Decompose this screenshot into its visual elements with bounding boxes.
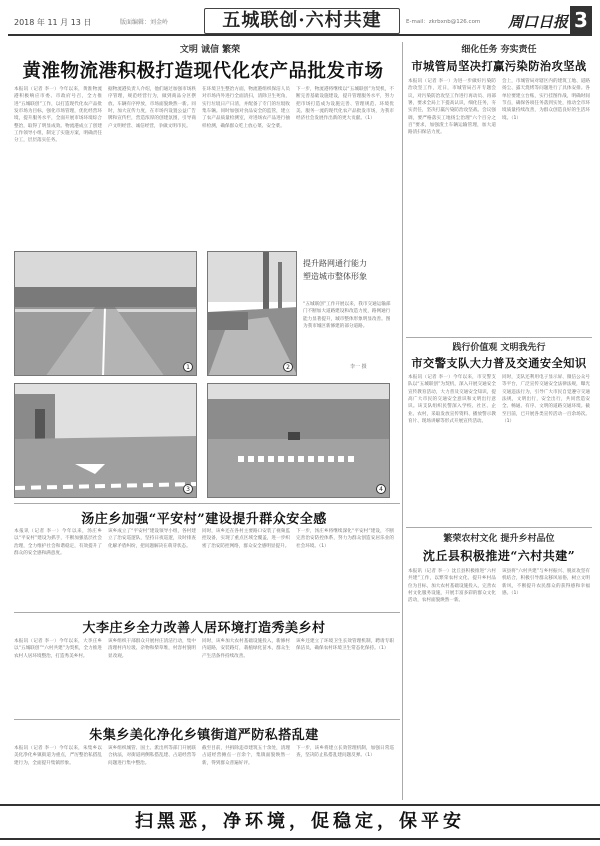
- photo-credit: 李一 摄: [350, 364, 367, 370]
- section-banner: 五城联创·六村共建: [204, 8, 400, 34]
- main-column-3: 在环境卫生整治方面，物流港组织保洁人员对市场内外进行全面清扫，清除卫生死角，实行垃圾日产日清，并配备了专门的垃圾收集车辆。同时加强对食品安全的监管，建立了农产品质量检测室，对进场农产品进行抽样检测，确保群众吃上放心菜、安全菜。: [202, 87, 290, 129]
- road-photo-4: [207, 383, 390, 498]
- right3-headline: 沈丘县积极推进“六村共建”: [422, 549, 576, 563]
- main-column-2: 据物流港负责人介绍，他们通过加强市场秩序管理，规范经营行为，做到商品分区摆放、车辆有序停放，市场面貌焕然一新。同时，加大宣传力度，在市场内设置公益广告牌和宣传栏，营造浓厚的创建氛围，引导商户文明经营、诚信经营，争做文明市民。: [108, 87, 196, 129]
- footer-slogan: 扫黑恶，净环境，促稳定，保平安: [0, 804, 600, 840]
- road-photo-3-image: [15, 384, 197, 498]
- photo-number-3: 3: [183, 484, 193, 494]
- article3-column-4: 该乡还建立了环境卫生长效管理机制，聘请专职保洁员，确保农村环境卫生常态化保持。（1）: [296, 639, 394, 652]
- road-photo-3: [14, 383, 197, 498]
- right2-headline: 市交警支队大力普及交通安全知识: [411, 356, 587, 370]
- photo-title-line-2: 塑造城市整体形象: [303, 272, 367, 281]
- article4-column-1: 本报讯（记者 李一）今年以来，朱集乡以美化净化乡镇街道为重点，严厉整治私搭乱建行为，全面提升集镇形象。: [14, 746, 102, 766]
- masthead: [8, 6, 592, 36]
- road-photo-1: [14, 251, 197, 376]
- photo-number-1: 1: [183, 362, 193, 372]
- article3-column-1: 本报讯（记者 李一）今年以来，大李庄乡以“五城联创”“六村共建”为契机，全力推进农村人居环境整治，打造秀美乡村。: [14, 639, 102, 659]
- road-photo-2-image: [208, 252, 297, 376]
- article2-column-1: 本报讯（记者 李一）今年以来，汤庄乡以“平安村”建设为抓手，不断加强基层社会治理，全力维护社会和谐稳定，有效提升了群众的安全感和满意度。: [14, 529, 102, 557]
- article4-headline: 朱集乡美化净化乡镇街道严防私搭乱建: [89, 728, 319, 743]
- road-photo-4-image: [208, 384, 390, 498]
- article4-column-2: 该乡组织城管、国土、派出所等部门开展联合执法，对街道两侧私搭乱建、占道经营等问题进行集中整治。: [108, 746, 196, 766]
- main-column-1: 本报讯（记者 李一）今年以来，黄淮物流港积极响应市委、市政府号召，全力推进“五城联创”工作，以打造现代化农产品批发市场为目标，强化市场管理，优化经营环境，提升服务水平，全面开展市场环境综合整治，取得了明显成效。物流港成立了创建工作领导小组，制定了实施方案，明确责任分工，层层落实任务。: [14, 87, 102, 144]
- photo-number-4: 4: [376, 484, 386, 494]
- contact-email: E-mail：zkrbxnb@126.com: [406, 19, 481, 25]
- road-photo-2: [207, 251, 297, 376]
- editor-credit: 版面编辑：刘金岭: [120, 19, 169, 26]
- main-column-4: 下一步，物流港将继续以“五城联创”为契机，不断完善基础设施建设，提升管理服务水平，努力把市场打造成为设施完善、管理规范、环境优美、服务一流的现代化农产品批发市场，为我市经济社会发展作出新的更大贡献。（1）: [296, 87, 394, 122]
- right2-column-1: 本报讯（记者 李一）今年以来，市交警支队以“五城联创”为契机，深入开展交通安全宣传教育活动，大力普及交通安全知识，提高广大市民的交通安全意识和文明出行意识。该支队组织民警深入学校、社区、企业、农村，采取发放宣传资料、播放警示教育片、现场讲解等形式开展宣传活动。: [408, 375, 496, 425]
- article3-headline: 大李庄乡全力改善人居环境打造秀美乡村: [82, 621, 326, 636]
- article4-column-3: 截至目前，共拆除违章建筑五十余处，清理占道经营摊点一百余个，集镇面貌焕然一新，得到群众普遍好评。: [202, 746, 290, 766]
- newspaper-logo: 周口日报: [508, 13, 569, 31]
- page-number: 3: [570, 6, 592, 34]
- photo-number-2: 2: [283, 362, 293, 372]
- right1-headline: 市城管局坚决打赢污染防治攻坚战: [411, 59, 587, 73]
- article2-headline: 汤庄乡加强“平安村”建设提升群众安全感: [81, 512, 327, 527]
- photo-caption: “五城联创”工作开展以来，我市交通运输部门不断加大道路建设和改造力度，路网通行能力显著提升，城市整体形象明显改善。图为我市城区新修建的部分道路。: [303, 302, 391, 330]
- right1-column-1: 本报讯（记者 李一）为进一步做好污染防治攻坚工作，近日，市城管局召开专题会议，对污染防治攻坚工作进行再动员、再部署，要求全局上下提高认识，细化任务，夯实责任，坚决打赢污染防治攻坚战。会议强调，要严格落实工地扬尘治理“六个百分之百”要求，加强渣土车辆运输管理，加大道路清扫保洁力度。: [408, 79, 496, 136]
- right3-kicker: 繁荣农村文化 提升乡村品位: [443, 534, 555, 544]
- article2-column-3: 同时，该乡还在各村主要路口安装了视频监控设备，实现了重点区域全覆盖，进一步织密了治安防控网络，群众安全感明显提升。: [202, 529, 290, 549]
- article3-column-2: 该乡组织干部群众开展村庄清洁行动，集中清理村内垃圾、杂物和柴草堆，村容村貌明显改观。: [108, 639, 196, 659]
- article2-column-4: 下一步，汤庄乡将继续深化“平安村”建设，不断完善治安防控体系，努力为群众创造安居乐业的社会环境。（1）: [296, 529, 394, 549]
- right3-column-1: 本报讯（记者 李一）沈丘县积极推进“六村共建”工作，以繁荣农村文化、提升乡村品位为目标，加大农村基础设施投入，完善农村文化服务设施，开展丰富多彩的群众文化活动，农村面貌焕然一新。: [408, 569, 496, 604]
- divider: [406, 337, 592, 338]
- photo-title-line-1: 提升路网通行能力: [303, 259, 367, 268]
- divider: [14, 612, 400, 613]
- article3-column-3: 同时，该乡加大农村基础设施投入，新修村内道路，安装路灯，栽植绿化苗木，群众生产生活条件持续改善。: [202, 639, 290, 659]
- right3-column-2: 该县将“六村共建”与乡村振兴、脱贫攻坚有机结合，积极引导群众移风易俗，树立文明新风，不断提升农民群众的获得感和幸福感。（1）: [502, 569, 590, 597]
- right2-kicker: 践行价值观 文明我先行: [452, 343, 546, 353]
- divider: [14, 503, 400, 504]
- article4-column-4: 下一步，该乡将建立长效管理机制，加强日常巡查，坚决防止私搭乱建问题反弹。（1）: [296, 746, 394, 759]
- main-kicker: 文明 诚信 繁荣: [179, 45, 241, 55]
- right2-column-2: 同时，支队还利用电子显示屏、微信公众号等平台，广泛宣传交通安全法律法规，曝光交通违法行为，引导广大市民自觉遵守交通法规，文明出行，安全出行，共同营造安全、畅通、有序、文明的道路交通环境。截至目前，已开展各类宣传活动一百余场次。（1）: [502, 375, 590, 425]
- article2-column-2: 该乡成立了“平安村”建设领导小组，各村建立了治安巡逻队，坚持日夜巡逻，及时排查化解矛盾纠纷，把问题解决在萌芽状态。: [108, 529, 196, 549]
- divider: [406, 527, 592, 528]
- photo-group-title: [303, 257, 393, 283]
- main-headline: 黄淮物流港积极打造现代化农产品批发市场: [22, 61, 384, 82]
- divider: [14, 719, 400, 720]
- right1-column-2: 会上，市城管局对辖区内的建筑工地、道路扬尘、露天烧烤等问题进行了具体安排。各单位要建立台账，实行挂图作战，明确时间节点，确保各项任务落到实处，推动全市环境质量持续改善，为群众创造良好的生活环境。（1）: [502, 79, 590, 121]
- issue-date: 2018 年 11 月 13 日: [14, 18, 92, 27]
- right1-kicker: 细化任务 夯实责任: [461, 45, 537, 55]
- road-photo-1-image: [15, 252, 197, 376]
- column-divider: [402, 42, 403, 800]
